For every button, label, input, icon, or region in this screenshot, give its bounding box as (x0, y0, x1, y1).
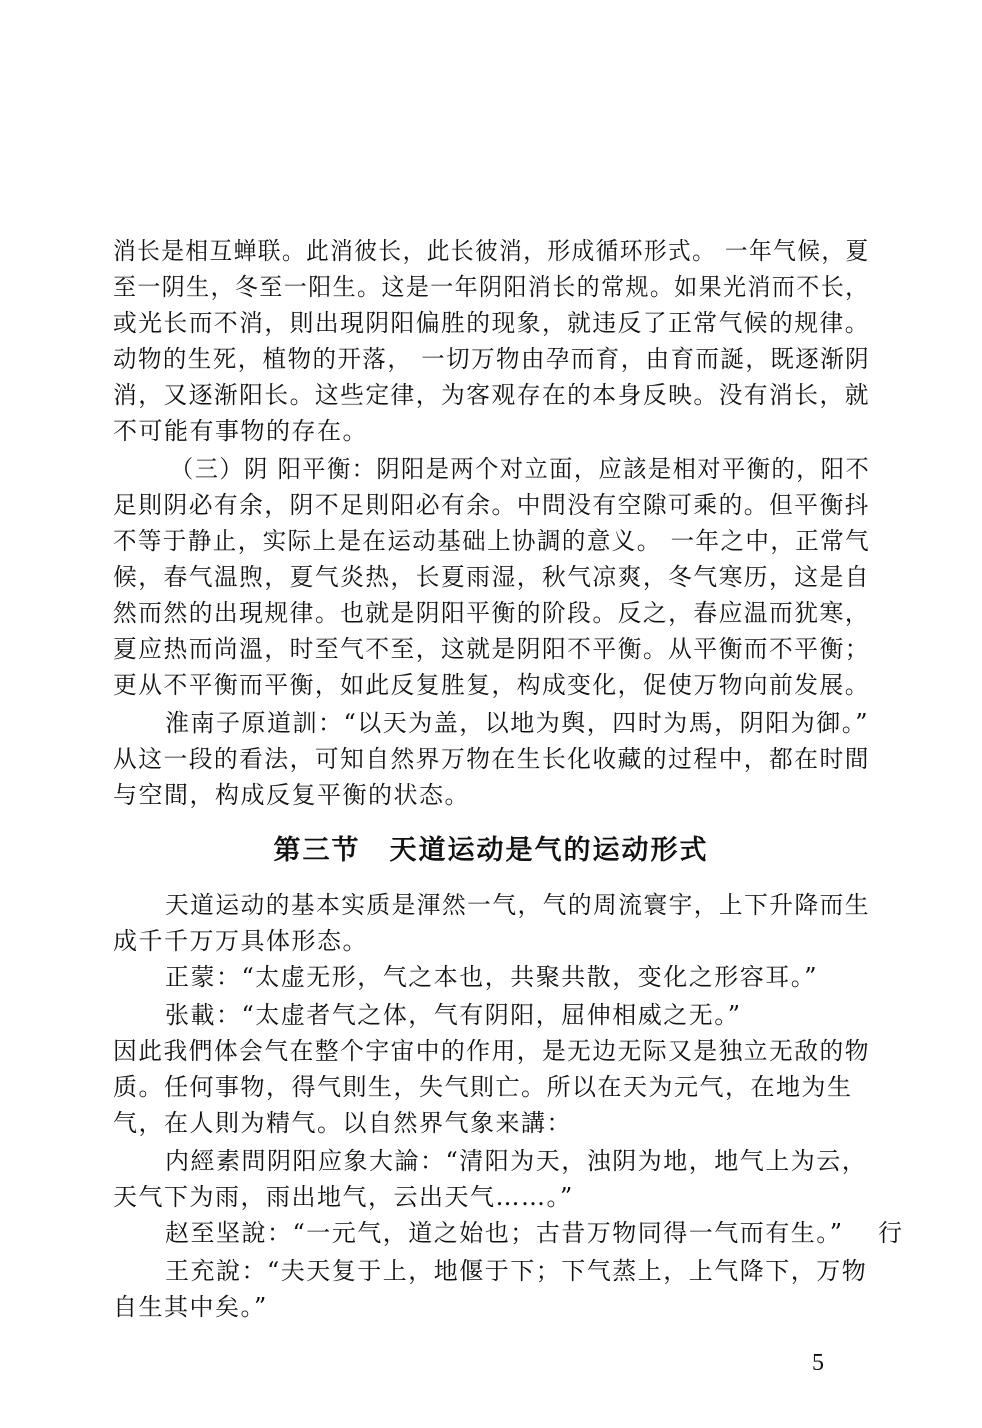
text-line: 动物的生死，植物的开落， 一切万物由孕而育，由育而誕，既逐渐阴 (113, 345, 871, 373)
text-line: 与空間，构成反复平衡的状态。 (113, 781, 470, 809)
text-line: 不等于静止，实际上是在运动基础上协調的意义。 一年之中，正常气 (113, 527, 871, 555)
text-line: 消，又逐渐阳长。这些定律，为客观存在的本身反映。没有消长，就 (113, 381, 870, 409)
text-line: 或光长而不消，則出現阴阳偏胜的现象，就违反了正常气候的规律。 (113, 309, 870, 337)
text-line: 淮南子原道訓：“以天为盖，以地为舆，四时为馬，阴阳为御。” (165, 709, 870, 737)
text-line: 消长是相互蝉联。此消彼长，此长彼消，形成循环形式。 一年气候，夏 (113, 237, 870, 265)
text-line: 候，春气温煦，夏气炎热，长夏雨湿，秋气凉爽，冬气寒历，这是自 (113, 563, 870, 591)
margin-note: 行 (878, 1219, 904, 1247)
text-line: 因此我們体会气在整个宇宙中的作用，是无边无际又是独立无敌的物 (113, 1037, 870, 1065)
text-line: 赵至坚說：“一元气，道之始也；古昔万物同得一气而有生。” (165, 1219, 844, 1247)
text-line: 张載：“太虚者气之体，气有阴阳，屈伸相威之无。” (165, 1001, 742, 1029)
text-line: 从这一段的看法，可知自然界万物在生长化收藏的过程中，都在时間 (113, 745, 870, 773)
text-line: 气，在人則为精气。以自然界气象来講： (113, 1109, 572, 1137)
section-heading: 第三节 天道运动是气的运动形式 (273, 835, 709, 866)
text-line: 足則阴必有余，阴不足則阳必有余。中問没有空隙可乘的。但平衡抖 (113, 491, 870, 519)
text-line: 不可能有事物的存在。 (113, 417, 368, 445)
text-line: 然而然的出現规律。也就是阴阳平衡的阶段。反之，春应温而犹寒， (113, 599, 870, 627)
text-line: 成千千万万具体形态。 (113, 927, 368, 955)
text-line: 更从不平衡而平衡，如此反复胜复，构成变化，促使万物向前发展。 (113, 671, 870, 699)
text-line: 王充說：“夫天复于上，地偃于下；下气蒸上，上气降下，万物 (165, 1257, 868, 1285)
text-line: （三）阴 阳平衡：阴阳是两个对立面，应該是相对平衡的，阳不 (170, 455, 871, 483)
text-line: 夏应热而尚溫，时至气不至，这就是阴阳不平衡。从平衡而不平衡； (113, 635, 870, 663)
text-line: 正蒙：“太虚无形，气之本也，共聚共散，变化之形容耳。” (165, 963, 819, 991)
text-line: 天道运动的基本实质是渾然一气，气的周流寰宇，上下升降而生 (165, 891, 871, 919)
text-line: 内經素問阴阳应象大論：“清阳为天，浊阴为地，地气上为云， (165, 1147, 868, 1175)
page-number: 5 (812, 1350, 824, 1376)
text-line: 天气下为雨，雨出地气，云出天气……。” (113, 1183, 574, 1211)
text-line: 至一阴生，冬至一阳生。这是一年阴阳消长的常规。如果光消而不长， (113, 273, 870, 301)
text-line: 质。任何事物，得气則生，失气則亡。所以在天为元气，在地为生 (113, 1073, 853, 1101)
text-line: 自生其中矣。” (113, 1293, 268, 1321)
